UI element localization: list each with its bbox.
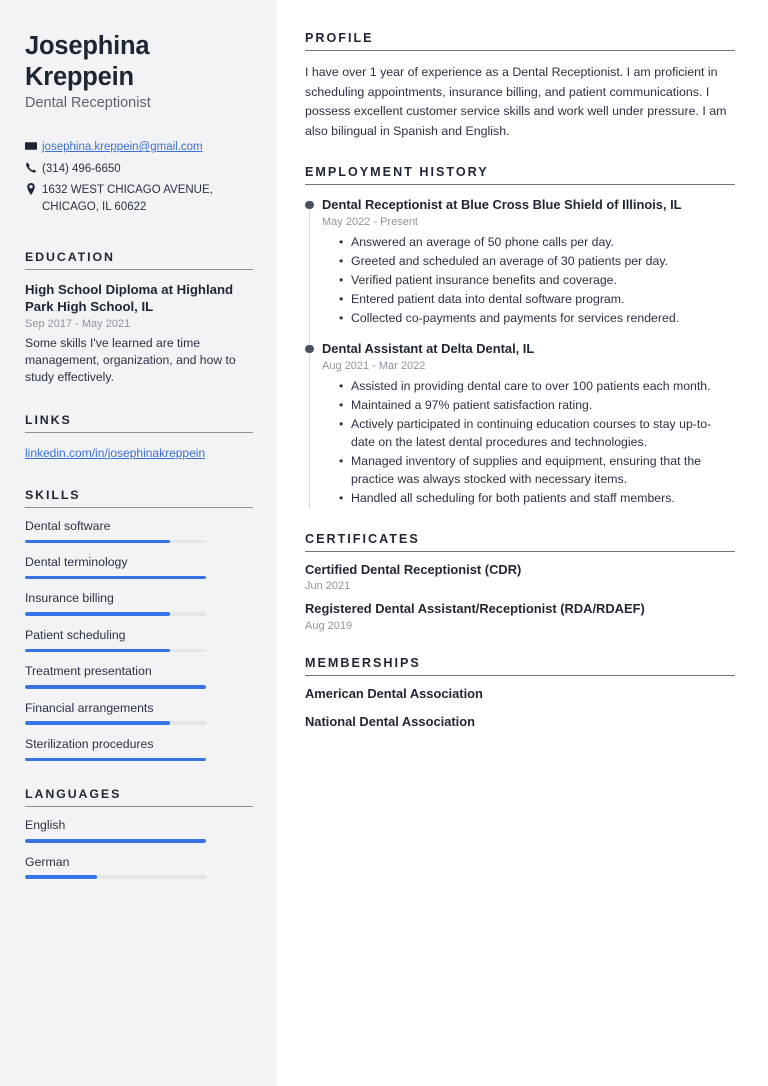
employment-entry: [322, 341, 735, 507]
certificate-entry: [305, 601, 735, 632]
skill-level-fill: [25, 721, 170, 725]
skill-item: [25, 701, 253, 725]
skill-label: Insurance billing: [25, 591, 114, 606]
skill-item: [25, 591, 253, 615]
section-heading-memberships: MEMBERSHIPS: [305, 656, 735, 676]
phone-value: (314) 496-6650: [42, 162, 121, 175]
section-skills: [25, 488, 253, 761]
education-description: Some skills I've learned are time management, organization, and how to study effectively.: [25, 335, 236, 385]
employment-bullet: • Greeted and scheduled an average of 30 patients per day.: [351, 252, 735, 270]
skill-level-fill: [25, 685, 206, 689]
education-date: Sep 2017 - May 2021: [25, 317, 131, 330]
contact-item-phone: [25, 161, 253, 178]
certificate-title: Registered Dental Assistant/Receptionist (RDA/RDAEF): [305, 601, 645, 617]
skill-level-track: [25, 612, 206, 616]
section-certificates: [305, 532, 735, 633]
candidate-name: Josephina Kreppein: [25, 32, 150, 91]
section-heading-links: LINKS: [25, 413, 253, 433]
membership-entry: National Dental Association: [305, 713, 475, 729]
skill-label: Treatment presentation: [25, 664, 152, 679]
section-heading-languages: LANGUAGES: [25, 787, 253, 807]
skill-label: Patient scheduling: [25, 627, 126, 642]
section-heading-education: EDUCATION: [25, 250, 253, 270]
envelope-icon: [25, 139, 42, 152]
address-value: 1632 WEST CHICAGO AVENUE, CHICAGO, IL 60622: [42, 184, 213, 214]
skill-level-fill: [25, 612, 170, 616]
membership-entry: American Dental Association: [305, 686, 483, 702]
main-content: [277, 0, 768, 1086]
skill-item: [25, 664, 253, 688]
employment-bullet: • Entered patient data into dental software program.: [351, 290, 735, 308]
skill-item: [25, 555, 253, 579]
employment-bullets: [322, 377, 735, 507]
phone-icon: [25, 161, 42, 174]
skill-item: [25, 519, 253, 543]
employment-bullet: • Answered an average of 50 phone calls per day.: [351, 233, 735, 251]
skill-label: Financial arrangements: [25, 700, 154, 715]
skill-level-track: [25, 649, 206, 653]
employment-title: Dental Assistant at Delta Dental, IL: [322, 341, 535, 357]
skill-level-fill: [25, 649, 170, 653]
employment-bullet: • Verified patient insurance benefits and coverage.: [351, 271, 735, 289]
employment-date: Aug 2021 - Mar 2022: [322, 360, 426, 373]
link-item-linkedin[interactable]: linkedin.com/in/josephinakreppein: [25, 445, 206, 460]
contact-item-address: [25, 182, 253, 215]
language-level-track: [25, 839, 206, 843]
employment-entry: [322, 197, 735, 327]
timeline-dot-icon: [305, 201, 314, 210]
employment-bullets: [322, 233, 735, 327]
language-item: [25, 855, 253, 879]
profile-text: I have over 1 year of experience as a Dental Receptionist. I am proficient in scheduling appointments, insurance billing, and patient communications. I possess excellent customer service skills and work well under pressure. I am also bilingual in Spanish and English.: [305, 65, 727, 138]
language-level-fill: [25, 839, 206, 843]
section-heading-skills: SKILLS: [25, 488, 253, 508]
skill-level-fill: [25, 540, 170, 544]
employment-bullet: • Actively participated in continuing education courses to stay up-to-date on the latest dental procedures and technologies.: [351, 415, 735, 451]
section-profile: [305, 31, 735, 141]
certificate-entry: [305, 562, 735, 593]
employment-bullet: • Collected co-payments and payments for services rendered.: [351, 309, 735, 327]
skill-item: [25, 628, 253, 652]
map-pin-icon: [25, 182, 42, 195]
education-entry: [25, 281, 253, 387]
language-label: English: [25, 818, 66, 833]
education-title: High School Diploma at Highland Park High School, IL: [25, 281, 234, 315]
certificate-date: Aug 2019: [305, 620, 353, 633]
skill-level-track: [25, 685, 206, 689]
skill-label: Dental terminology: [25, 555, 128, 570]
section-links: [25, 413, 253, 462]
skill-level-track: [25, 721, 206, 725]
employment-bullet: • Handled all scheduling for both patients and staff members.: [351, 489, 735, 507]
certificate-title: Certified Dental Receptionist (CDR): [305, 561, 522, 577]
language-level-fill: [25, 875, 97, 879]
section-heading-profile: PROFILE: [305, 31, 735, 51]
section-languages: [25, 787, 253, 879]
contact-list: [25, 139, 253, 216]
language-item: [25, 818, 253, 842]
skill-level-track: [25, 758, 206, 762]
language-label: German: [25, 854, 70, 869]
employment-bullet: • Maintained a 97% patient satisfaction rating.: [351, 396, 735, 414]
section-employment-history: [305, 165, 735, 507]
contact-item-email[interactable]: [25, 139, 253, 156]
section-heading-certificates: CERTIFICATES: [305, 532, 735, 552]
skill-item: [25, 737, 253, 761]
skill-level-track: [25, 540, 206, 544]
email-value[interactable]: josephina.kreppein@gmail.com: [42, 141, 203, 154]
timeline-dot-icon: [305, 345, 314, 354]
skill-level-fill: [25, 758, 206, 762]
certificate-date: Jun 2021: [305, 580, 351, 593]
candidate-job-title: Dental Receptionist: [25, 95, 151, 112]
employment-date: May 2022 - Present: [322, 216, 418, 229]
sidebar: [0, 0, 277, 1086]
skill-level-fill: [25, 576, 206, 580]
employment-bullet: • Managed inventory of supplies and equipment, ensuring that the practice was always stocked with necessary items.: [351, 452, 735, 488]
section-education: [25, 250, 253, 387]
skill-label: Dental software: [25, 518, 111, 533]
section-memberships: [305, 656, 735, 731]
language-level-track: [25, 875, 206, 879]
skill-label: Sterilization procedures: [25, 736, 154, 751]
section-heading-employment: EMPLOYMENT HISTORY: [305, 165, 735, 185]
employment-title: Dental Receptionist at Blue Cross Blue Shield of Illinois, IL: [322, 197, 682, 213]
skill-level-track: [25, 576, 206, 580]
employment-bullet: • Assisted in providing dental care to over 100 patients each month.: [351, 377, 735, 395]
employment-timeline: [305, 197, 735, 507]
